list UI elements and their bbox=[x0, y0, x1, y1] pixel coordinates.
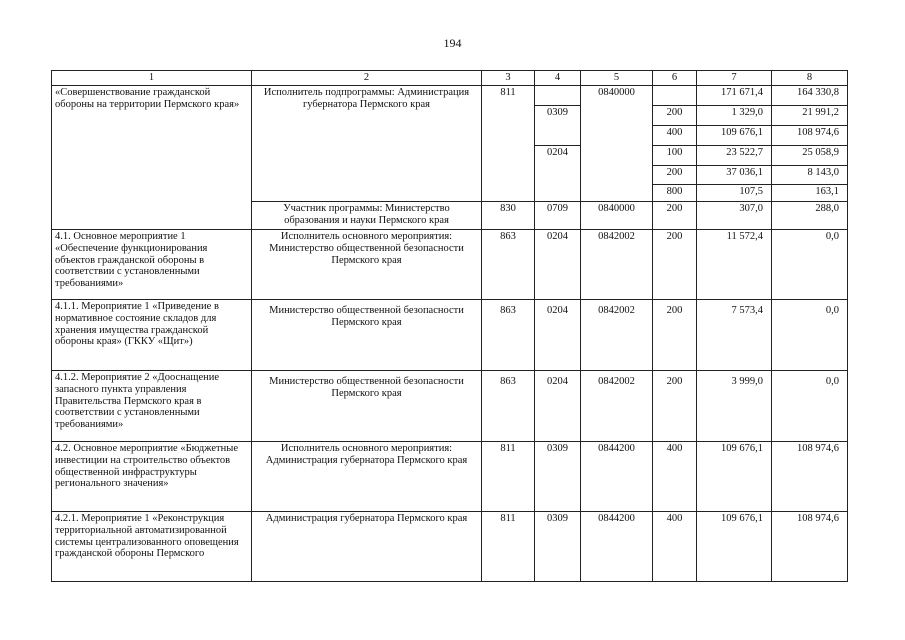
activity-executor: Администрация губернатора Пермского края bbox=[252, 512, 482, 582]
activity-executor: Министерство общественной безопасности Пермского края bbox=[252, 371, 482, 442]
header-cell: 5 bbox=[581, 71, 653, 86]
participant: Участник программы: Министерство образования и науки Пермского края bbox=[252, 202, 482, 230]
vr-code: 400 bbox=[653, 442, 697, 512]
amount-2017: 0,0 bbox=[772, 300, 848, 371]
amount-2017: 0,0 bbox=[772, 230, 848, 300]
amount-2016: 1 329,0 bbox=[697, 106, 772, 126]
section-code bbox=[535, 86, 581, 106]
csr-code: 0840000 bbox=[581, 202, 653, 230]
amount-2016: 171 671,4 bbox=[697, 86, 772, 106]
header-cell: 8 bbox=[772, 71, 848, 86]
section-code: 0309 bbox=[535, 512, 581, 582]
amount-2016: 3 999,0 bbox=[697, 371, 772, 442]
gr-code: 863 bbox=[482, 300, 535, 371]
csr-code: 0842002 bbox=[581, 230, 653, 300]
amount-2016: 109 676,1 bbox=[697, 442, 772, 512]
activity-name: 4.1.1. Мероприятие 1 «Приведение в нормативное состояние складов для хранения имущества гражданской обороны края» (ГККУ «Щит») bbox=[52, 300, 252, 371]
section-code: 0204 bbox=[535, 146, 581, 202]
header-cell: 2 bbox=[252, 71, 482, 86]
activity-executor: Исполнитель основного мероприятия: Администрация губернатора Пермского края bbox=[252, 442, 482, 512]
amount-2017: 25 058,9 bbox=[772, 146, 848, 166]
gr-code: 811 bbox=[482, 442, 535, 512]
amount-2017: 0,0 bbox=[772, 371, 848, 442]
header-cell: 6 bbox=[653, 71, 697, 86]
activity-executor: Исполнитель основного мероприятия: Министерство общественной безопасности Пермского края bbox=[252, 230, 482, 300]
header-cell: 7 bbox=[697, 71, 772, 86]
csr-code: 0842002 bbox=[581, 300, 653, 371]
subprogram-name: «Совершенствование гражданской обороны на территории Пермского края» bbox=[52, 86, 252, 230]
section-code: 0204 bbox=[535, 371, 581, 442]
vr-code: 200 bbox=[653, 371, 697, 442]
amount-2016: 37 036,1 bbox=[697, 166, 772, 185]
csr-code: 0840000 bbox=[581, 86, 653, 202]
csr-code: 0844200 bbox=[581, 512, 653, 582]
vr-code: 200 bbox=[653, 166, 697, 185]
table-row bbox=[52, 442, 848, 512]
amount-2017: 108 974,6 bbox=[772, 512, 848, 582]
csr-code: 0842002 bbox=[581, 371, 653, 442]
vr-code: 200 bbox=[653, 300, 697, 371]
header-row bbox=[52, 71, 848, 86]
table-row bbox=[52, 230, 848, 300]
table-row bbox=[52, 512, 848, 582]
activity-name: 4.1.2. Мероприятие 2 «Дооснащение запасного пункта управления Правительства Пермского края в соответствии с установленными требованиями» bbox=[52, 371, 252, 442]
section-code: 0204 bbox=[535, 300, 581, 371]
gr-code: 863 bbox=[482, 371, 535, 442]
amount-2017: 108 974,6 bbox=[772, 442, 848, 512]
table-row bbox=[52, 300, 848, 371]
section-code: 0709 bbox=[535, 202, 581, 230]
budget-table bbox=[51, 70, 848, 582]
activity-name: 4.1. Основное мероприятие 1 «Обеспечение функционирования объектов гражданской обороны в соответствии с установленными требованиями» bbox=[52, 230, 252, 300]
gr-code: 811 bbox=[482, 86, 535, 202]
header-cell: 4 bbox=[535, 71, 581, 86]
amount-2017: 21 991,2 bbox=[772, 106, 848, 126]
amount-2016: 107,5 bbox=[697, 185, 772, 202]
vr-code: 100 bbox=[653, 146, 697, 166]
header-cell: 1 bbox=[52, 71, 252, 86]
vr-code: 400 bbox=[653, 512, 697, 582]
amount-2017: 288,0 bbox=[772, 202, 848, 230]
activity-name: 4.2.1. Мероприятие 1 «Реконструкция территориальной автоматизированной системы централизованного оповещения гражданской обороны Пермского bbox=[52, 512, 252, 582]
page-number: 194 bbox=[443, 36, 462, 50]
amount-2017: 164 330,8 bbox=[772, 86, 848, 106]
activity-executor: Министерство общественной безопасности Пермского края bbox=[252, 300, 482, 371]
amount-2016: 307,0 bbox=[697, 202, 772, 230]
csr-code: 0844200 bbox=[581, 442, 653, 512]
amount-2016: 23 522,7 bbox=[697, 146, 772, 166]
vr-code: 800 bbox=[653, 185, 697, 202]
vr-code: 200 bbox=[653, 202, 697, 230]
vr-code: 400 bbox=[653, 126, 697, 146]
amount-2016: 7 573,4 bbox=[697, 300, 772, 371]
vr-code: 200 bbox=[653, 106, 697, 126]
vr-code bbox=[653, 86, 697, 106]
section-code: 0204 bbox=[535, 230, 581, 300]
section-code: 0309 bbox=[535, 106, 581, 146]
activity-name: 4.2. Основное мероприятие «Бюджетные инвестиции на строительство объектов общественной инфраструктуры регионального значения» bbox=[52, 442, 252, 512]
gr-code: 811 bbox=[482, 512, 535, 582]
vr-code: 200 bbox=[653, 230, 697, 300]
section-code: 0309 bbox=[535, 442, 581, 512]
table-row bbox=[52, 371, 848, 442]
amount-2017: 108 974,6 bbox=[772, 126, 848, 146]
gr-code: 830 bbox=[482, 202, 535, 230]
amount-2016: 109 676,1 bbox=[697, 126, 772, 146]
amount-2017: 163,1 bbox=[772, 185, 848, 202]
amount-2016: 11 572,4 bbox=[697, 230, 772, 300]
amount-2017: 8 143,0 bbox=[772, 166, 848, 185]
subprogram-executor: Исполнитель подпрограммы: Администрация губернатора Пермского края bbox=[252, 86, 482, 202]
table-row bbox=[52, 86, 848, 106]
amount-2016: 109 676,1 bbox=[697, 512, 772, 582]
header-cell: 3 bbox=[482, 71, 535, 86]
gr-code: 863 bbox=[482, 230, 535, 300]
